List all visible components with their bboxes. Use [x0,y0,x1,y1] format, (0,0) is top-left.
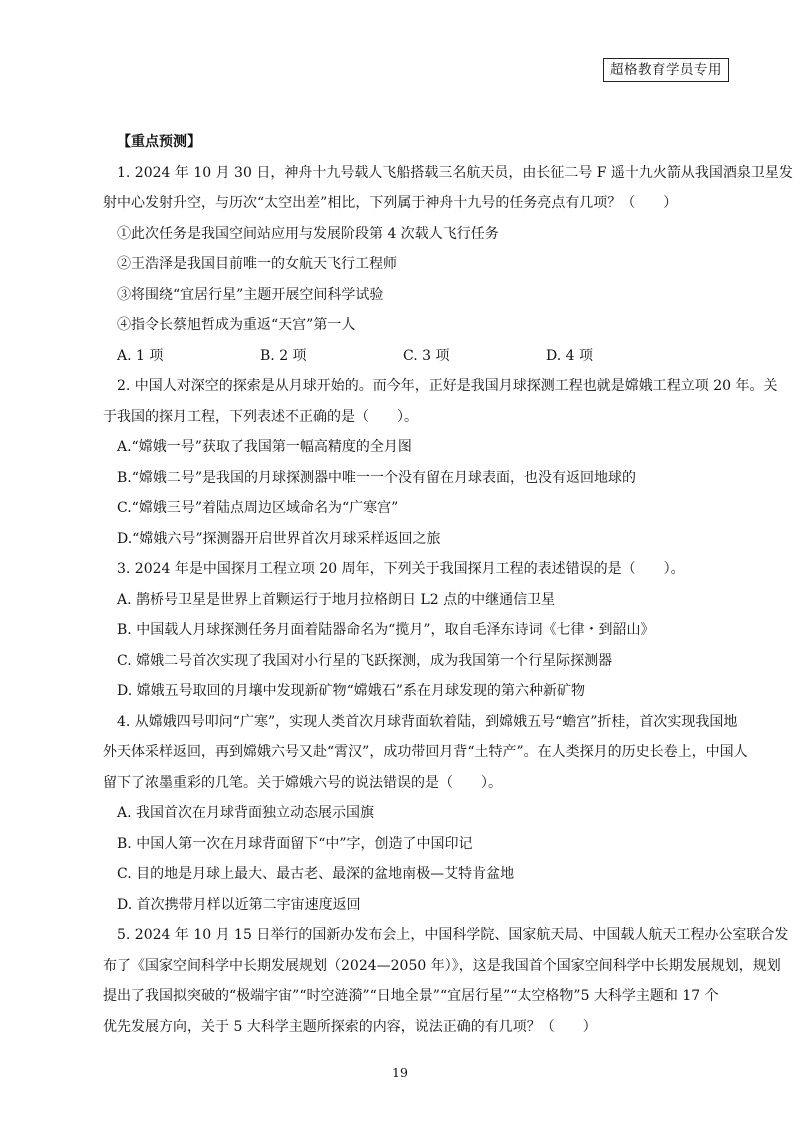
choice-b: B. 2 项 [260,347,307,364]
header-stamp: 超格教育学员专用 [603,58,729,82]
question-stem-line: 5. 2024 年 10 月 15 日举行的国新办发布会上，中国科学院、国家航天局、中国载人航天工程办公室联合发 [117,927,789,943]
document-body [103,127,793,1042]
choice-a: A. 我国首次在月球背面独立动态展示国旗 [117,805,375,821]
question-stem-line: 外天体采样返回，再到嫦娥六号又赴“霄汉”，成功带回月背“土特产”。在人类探月的历史长卷上，中国人 [103,744,748,760]
question-1 [103,158,793,372]
choice-c: C. 嫦娥二号首次实现了我国对小行星的飞跃探测，成为我国第一个行星际探测器 [117,652,613,669]
choice-d: D.“嫦娥六号”探测器开启世界首次月球采样返回之旅 [117,530,441,547]
choice-d: D. 嫦娥五号取回的月壤中发现新矿物“嫦娥石”系在月球发现的第六种新矿物 [117,683,585,699]
choice-b: B.“嫦娥二号”是我国的月球探测器中唯一一个没有留在月球表面，也没有返回地球的 [117,469,637,486]
question-stem-line: 布了《国家空间科学中长期发展规划（2024—2050 年）》，这是我国首个国家空间科学中长期发展规划，规划 [103,957,781,974]
question-stem-line: 留下了浓墨重彩的几笔。关于嫦娥六号的说法错误的是（ ）。 [103,774,502,791]
question-3 [103,554,701,707]
question-stem-line: 2. 中国人对深空的探索是从月球开始的。而今年，正好是我国月球探测工程也就是嫦娥工程立项 20 年。关 [117,378,778,394]
statement-item: ③将围绕“宜居行星”主题开展空间科学试验 [117,286,384,303]
section-title: 【重点预测】 [117,134,201,150]
choice-a: A. 1 项 [117,347,164,364]
question-5 [103,920,789,1042]
question-stem-line: 4. 从嫦娥四号叩问“广寒”，实现人类首次月球背面软着陆，到嫦娥五号“蟾宫”折桂，首次实现我国地 [117,713,738,730]
question-stem-line: 3. 2024 年是中国探月工程立项 20 周年，下列关于我国探月工程的表述错误的是（ ）。 [117,561,685,577]
question-stem-line: 提出了我国拟突破的“极端宇宙”“时空涟漪”“日地全景”“宜居行星”“太空格物”5 大科学主题和 17 个 [103,988,719,1004]
choice-row [103,341,701,372]
question-2 [103,371,778,554]
choice-d: D. 首次携带月样以近第二宇宙速度返回 [117,896,361,913]
choice-b: B. 中国人第一次在月球背面留下“中”字，创造了中国印记 [117,835,473,852]
choice-c: C. 目的地是月球上最大、最古老、最深的盆地南极—艾特肯盆地 [117,866,515,882]
choice-c: C. 3 项 [403,347,450,364]
question-stem-line: 射中心发射升空，与历次“太空出差”相比，下列属于神舟十九号的任务亮点有几项？（ ） [103,195,678,211]
question-stem-line: 1. 2024 年 10 月 30 日，神舟十九号载人飞船搭载三名航天员，由长征二号 F 遥十九火箭从我国酒泉卫星发 [117,164,793,181]
statement-item: ④指令长蔡旭哲成为重返“天宫”第一人 [117,317,356,333]
question-stem-line: 优先发展方向，关于 5 大科学主题所探索的内容，说法正确的有几项？（ ） [103,1018,597,1035]
statement-item: ①此次任务是我国空间站应用与发展阶段第 4 次载人飞行任务 [117,225,499,242]
statement-item: ②王浩泽是我国目前唯一的女航天飞行工程师 [117,256,397,272]
choice-c: C.“嫦娥三号”着陆点周边区域命名为“广寒宫” [117,500,399,516]
choice-a: A. 鹊桥号卫星是世界上首颗运行于地月拉格朗日 L2 点的中继通信卫星 [117,591,556,608]
question-stem-line: 于我国的探月工程，下列表述不正确的是（ ）。 [103,408,418,425]
choice-b: B. 中国载人月球探测任务月面着陆器命名为“揽月”，取自毛泽东诗词《七律・到韶山》 [117,622,655,638]
choice-d: D. 4 项 [546,347,593,364]
question-4 [103,707,748,921]
page-number: 19 [392,1065,408,1080]
choice-a: A.“嫦娥一号”获取了我国第一幅高精度的全月图 [117,439,412,455]
